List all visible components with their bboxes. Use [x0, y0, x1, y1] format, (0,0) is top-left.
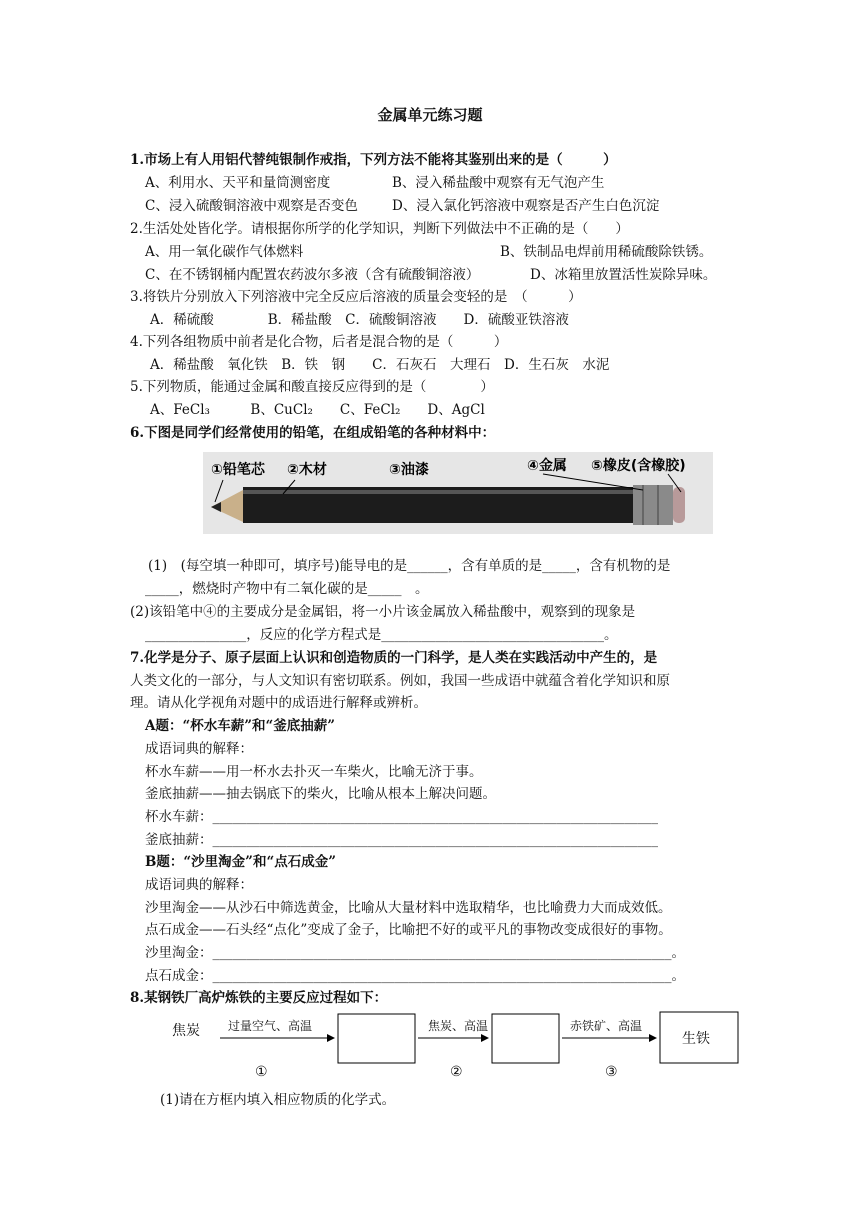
flow-blank-box-2 [492, 1014, 559, 1063]
pencil-illustration [203, 452, 713, 534]
q7-a-title: A题：“杯水车薪”和“釜底抽薪” [145, 718, 336, 734]
pencil-label-paint: ③油漆 [389, 462, 429, 478]
flow-blank-box-1 [338, 1014, 415, 1063]
q5-stem: 5.下列物质，能通过金属和酸直接反应得到的是（ ） [130, 379, 494, 395]
q7-line2: 人类文化的一部分，与人文知识有密切联系。例如，我国一些成语中就蕴含着化学知识和原 [130, 673, 670, 689]
q7-a-def1: 杯水车薪——用一杯水去扑灭一车柴火，比喻无济于事。 [145, 764, 483, 780]
q2-option-a: A、用一氧化碳作气体燃料 [145, 244, 304, 260]
pencil-label-wood: ②木材 [287, 462, 327, 478]
flow-arrow2-label: 焦炭、高温 [428, 1019, 489, 1033]
q2-option-c: C、在不锈钢桶内配置农药波尔多液（含有硫酸铜溶液） [145, 267, 480, 283]
flow-step-1: ① [255, 1064, 268, 1080]
q7-a-answer2: 釜底抽薪：__________________________________________________________________ [145, 832, 658, 848]
page-title: 金属单元练习题 [377, 106, 483, 124]
pencil-figure [203, 452, 713, 534]
q7-line3: 理。请从化学视角对题中的成语进行解释或辨析。 [130, 695, 427, 711]
q2-option-b: B、铁制品电焊前用稀硫酸除铁锈。 [500, 244, 713, 260]
q5-options: A、FeCl₃ B、CuCl₂ C、FeCl₂ D、AgCl [150, 402, 485, 418]
flow-step-2: ② [450, 1064, 463, 1080]
pencil-metal-ferrule [633, 485, 673, 525]
q1-option-b: B、浸入稀盐酸中观察有无气泡产生 [392, 175, 605, 191]
pencil-lead [211, 502, 221, 512]
flow-end-pig-iron: 生铁 [682, 1031, 710, 1047]
q7-b-answer2: 点石成金：____________________________________________________________________。 [145, 968, 685, 984]
q7-b-def1: 沙里淘金——从沙石中筛选黄金，比喻从大量材料中选取精华，也比喻费力大而成效低。 [145, 900, 672, 916]
blast-furnace-flow-diagram [160, 1008, 760, 1088]
q3-stem: 3.将铁片分别放入下列溶液中完全反应后溶液的质量会变轻的是 （ ） [130, 289, 582, 305]
q2-option-d: D、冰箱里放置活性炭除异味。 [530, 267, 717, 283]
q7-a-answer1: 杯水车薪：__________________________________________________________________ [145, 809, 658, 825]
q7-a-dict: 成语词典的解释： [145, 741, 253, 757]
pencil-label-metal: ④金属 [527, 458, 567, 474]
q6-sub1-line2: _____，燃烧时产物中有二氧化碳的是_____ 。 [145, 581, 429, 597]
q7-b-dict: 成语词典的解释： [145, 877, 253, 893]
q7-b-title: B题：“沙里淘金”和“点石成金” [145, 854, 336, 870]
q7-b-answer1: 沙里淘金：____________________________________________________________________。 [145, 945, 685, 961]
q6-stem: 6.下图是同学们经常使用的铅笔，在组成铅笔的各种材料中： [130, 425, 496, 441]
q6-sub2-line1: (2)该铅笔中④的主要成分是金属铝，将一小片该金属放入稀盐酸中，观察到的现象是 [130, 604, 636, 620]
q2-stem: 2.生活处处皆化学。请根据你所学的化学知识，判断下列做法中不正确的是（ ） [130, 221, 629, 237]
q6-sub2-line2: _______________，反应的化学方程式是_________________________________。 [145, 627, 618, 643]
q1-option-a: A、利用水、天平和量筒测密度 [145, 175, 331, 191]
flow-arrow1-label: 过量空气、高温 [228, 1019, 313, 1033]
q4-options: A．稀盐酸 氧化铁 B．铁 钢 C．石灰石 大理石 D．生石灰 水泥 [150, 357, 610, 373]
flow-start-coke: 焦炭 [172, 1023, 200, 1039]
q6-sub1-line1: (1) (每空填一种即可，填序号)能导电的是______，含有单质的是_____，含有机物的是 [148, 558, 671, 574]
pencil-label-eraser: ⑤橡皮(含橡胶) [591, 458, 686, 474]
flow-step-3: ③ [605, 1064, 618, 1080]
q7-b-def2: 点石成金——石头经“点化”变成了金子，比喻把不好的或平凡的事物改变成很好的事物。 [145, 922, 672, 938]
flow-arrow3-label: 赤铁矿、高温 [570, 1019, 643, 1033]
q3-options: A．稀硫酸 B．稀盐酸 C．硫酸铜溶液 D．硫酸亚铁溶液 [150, 312, 569, 328]
q1-option-c: C、浸入硫酸铜溶液中观察是否变色 [145, 198, 358, 214]
q1-stem: 1.市场上有人用铝代替纯银制作戒指，下列方法不能将其鉴别出来的是（ ） [130, 152, 617, 168]
q8-stem: 8.某钢铁厂高炉炼铁的主要反应过程如下： [130, 990, 388, 1006]
q4-stem: 4.下列各组物质中前者是化合物，后者是混合物的是（ ） [130, 334, 508, 350]
pencil-label-lead: ①铅笔芯 [211, 462, 265, 478]
q1-option-d: D、浸入氯化钙溶液中观察是否产生白色沉淀 [392, 198, 660, 214]
q7-a-def2: 釜底抽薪——抽去锅底下的柴火，比喻从根本上解决问题。 [145, 786, 496, 802]
q8-sub1: (1)请在方框内填入相应物质的化学式。 [160, 1092, 396, 1108]
q7-line1: 7.化学是分子、原子层面上认识和创造物质的一门科学，是人类在实践活动中产生的，是 [130, 650, 658, 666]
pencil-eraser [673, 487, 685, 523]
